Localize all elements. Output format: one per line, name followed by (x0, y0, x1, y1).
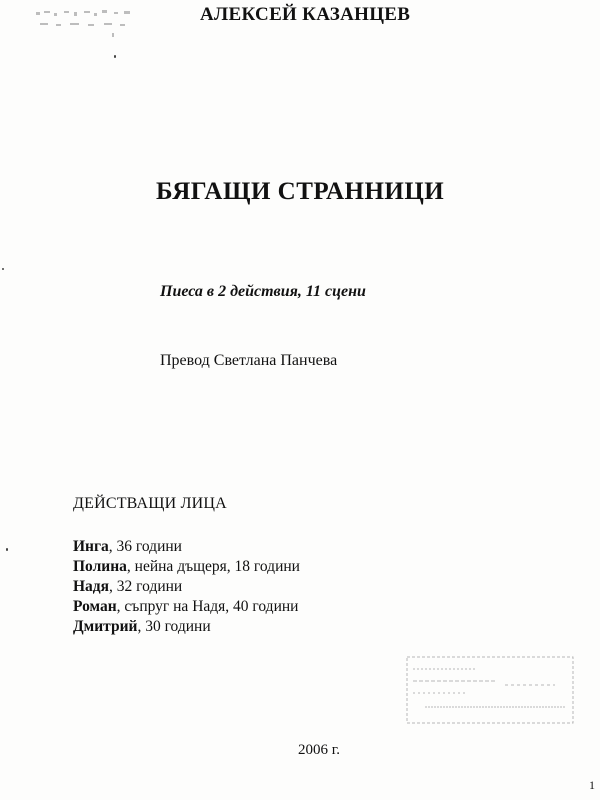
cast-description: , 36 години (108, 538, 182, 555)
cast-description: , съпруг на Надя, 40 години (116, 598, 299, 615)
cast-name: Инга (73, 538, 109, 555)
cast-description: , нейна дъщеря, 18 години (126, 558, 300, 575)
play-title: БЯГАЩИ СТРАННИЦИ (156, 178, 445, 205)
cast-name: Надя (73, 578, 110, 595)
cast-name: Роман (73, 598, 117, 615)
page-number: 1 (589, 778, 595, 792)
cast-item (73, 557, 300, 577)
scan-speck (2, 268, 4, 270)
cast-item (73, 577, 300, 597)
cast-list (73, 537, 300, 637)
library-stamp-bottom (405, 655, 577, 727)
cast-description: , 32 години (109, 578, 183, 595)
library-stamp-top (30, 6, 140, 40)
publication-year: 2006 г. (298, 742, 340, 758)
cast-name: Дмитрий (73, 618, 138, 635)
scan-speck (114, 55, 116, 58)
cast-name: Полина (73, 558, 127, 575)
cast-heading: ДЕЙСТВАЩИ ЛИЦА (73, 495, 227, 512)
play-subtitle: Пиеса в 2 действия, 11 сцени (160, 283, 366, 300)
cast-item (73, 537, 300, 557)
cast-description: , 30 години (137, 618, 211, 635)
translator-credit: Превод Светлана Панчева (160, 352, 338, 369)
author-name: АЛЕКСЕЙ КАЗАНЦЕВ (200, 4, 411, 25)
scan-speck (6, 548, 8, 551)
cast-item (73, 597, 300, 617)
cast-item (73, 617, 300, 637)
